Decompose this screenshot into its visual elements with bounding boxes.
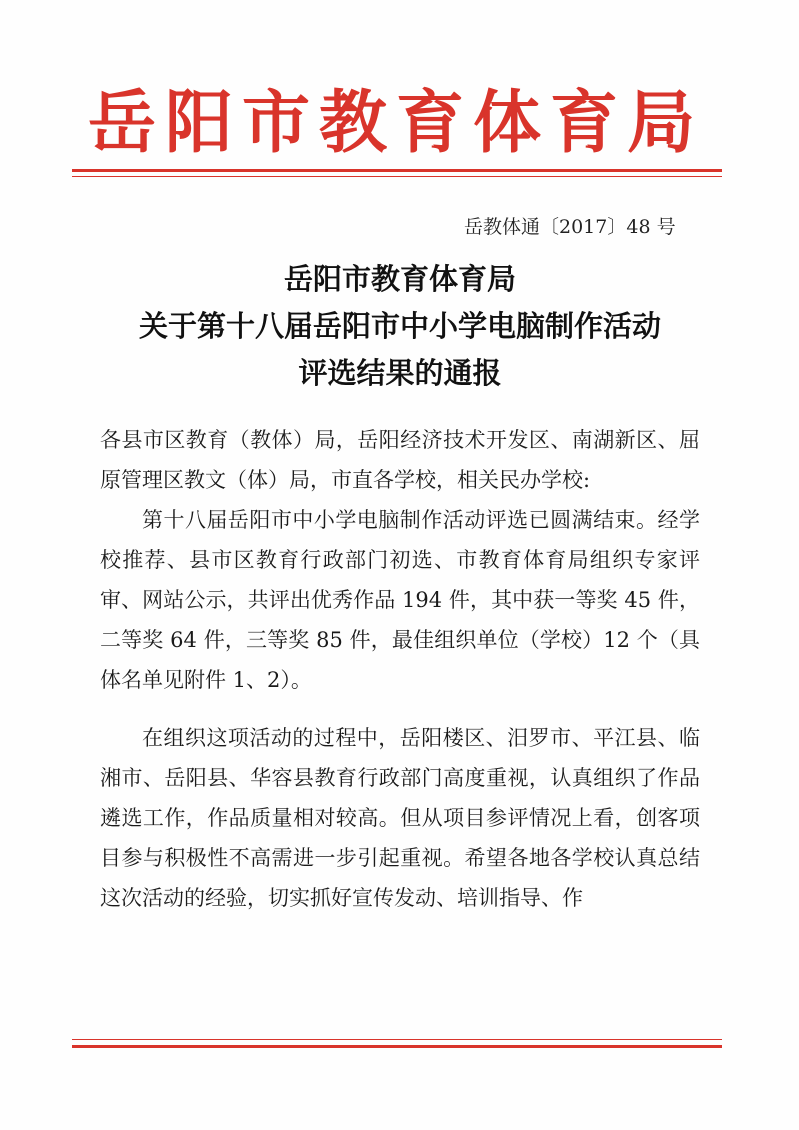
masthead-title: 岳阳市教育体育局 — [88, 84, 705, 163]
salutation: 各县市区教育（教体）局，岳阳经济技术开发区、南湖新区、屈原管理区教文（体）局，市直各学校，相关民办学校: — [100, 428, 700, 492]
masthead-rule-thick — [72, 169, 722, 172]
masthead-rule-thin — [72, 176, 722, 177]
footer-rule-thick — [72, 1045, 722, 1048]
document-body — [100, 420, 700, 918]
paragraph-1: 第十八届岳阳市中小学电脑制作活动评选已圆满结束。经学校推荐、县市区教育行政部门初选、市教育体育局组织专家评审、网站公示，共评出优秀作品 194 件，其中获一等奖 45 件，二等奖 64 件，三等奖 85 件，最佳组织单位（学校）12 个（具体名单见附件 1、2）。 — [100, 508, 700, 692]
paragraph-2: 在组织这项活动的过程中，岳阳楼区、汨罗市、平江县、临湘市、岳阳县、华容县教育行政部门高度重视，认真组织了作品遴选工作，作品质量相对较高。但从项目参评情况上看，创客项目参与积极性不高需进一步引起重视。希望各地各学校认真总结这次活动的经验，切实抓好宣传发动、培训指导、作 — [100, 726, 700, 910]
footer-rule-thin — [72, 1039, 722, 1040]
title-line-3: 评选结果的通报 — [298, 356, 502, 390]
document-number: 岳教体通〔2017〕48 号 — [464, 216, 676, 238]
title-line-1: 岳阳市教育体育局 — [283, 262, 516, 296]
document-title — [120, 256, 680, 397]
title-line-2: 关于第十八届岳阳市中小学电脑制作活动 — [138, 309, 661, 343]
